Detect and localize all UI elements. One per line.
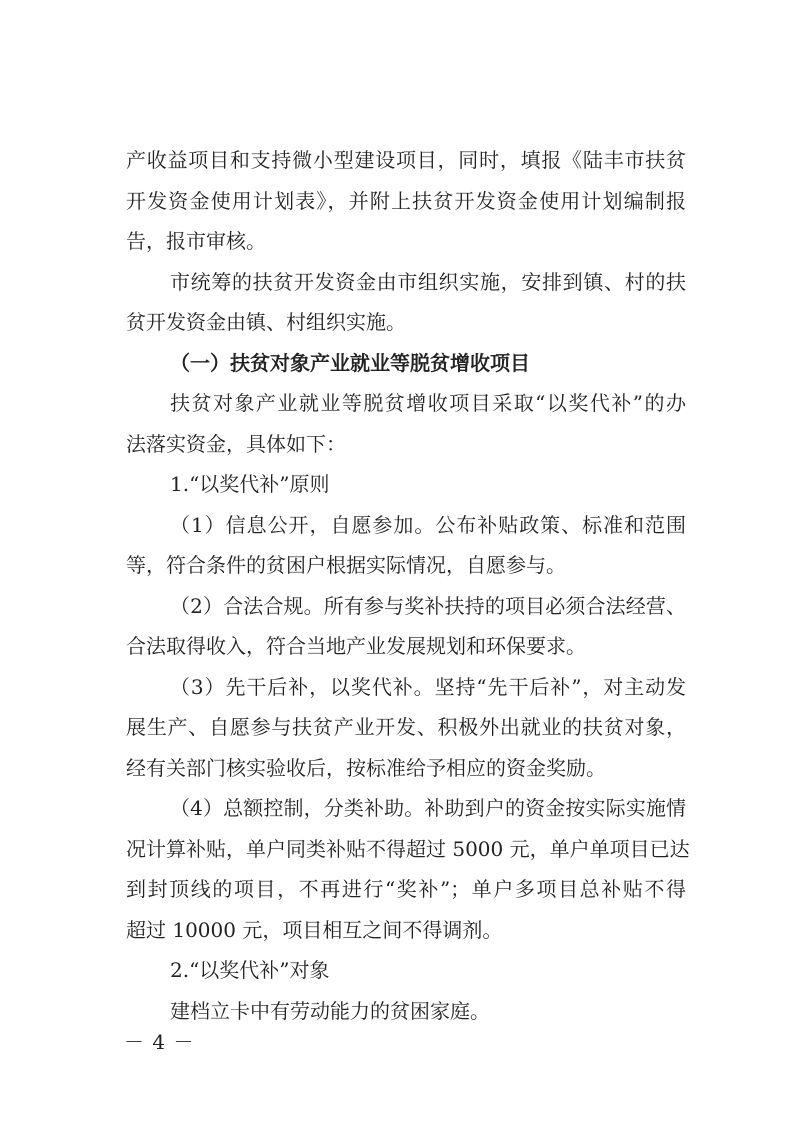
paragraph-line: 等，符合条件的贫困户根据实际情况，自愿参与。 xyxy=(126,553,566,577)
page-number: － 4 － xyxy=(124,1030,195,1054)
paragraph-line: （2）合法合规。所有参与奖补扶持的项目必须合法经营、 xyxy=(170,593,686,618)
paragraph-line: 经有关部门核实验收后，按标准给予相应的资金奖励。 xyxy=(126,755,606,780)
paragraph-line: （1）信息公开，自愿参加。公布补贴政策、标准和范围 xyxy=(170,512,686,537)
paragraph-line: 到封顶线的项目，不再进行“奖补”；单户多项目总补贴不得 xyxy=(126,877,686,901)
paragraph-line: 超过 10000 元，项目相互之间不得调剂。 xyxy=(126,917,503,942)
paragraph-line: （4）总额控制，分类补助。补助到户的资金按实际实施情 xyxy=(170,796,686,820)
paragraph-line: 市统筹的扶贫开发资金由市组织实施，安排到镇、村的扶 xyxy=(170,269,686,294)
paragraph-line: 开发资金使用计划表》，并附上扶贫开发资金使用计划编制报 xyxy=(126,188,686,213)
paragraph-line: 况计算补贴，单户同类补贴不得超过 5000 元，单户单项目已达 xyxy=(126,836,690,861)
paragraph-line: 合法取得收入，符合当地产业发展规划和环保要求。 xyxy=(126,634,586,658)
document-body xyxy=(126,140,690,1031)
paragraph-line: 告，报市审核。 xyxy=(126,229,266,253)
subsection-heading: 1.“以奖代补”原则 xyxy=(170,472,330,496)
paragraph-line: 产收益项目和支持微小型建设项目，同时，填报《陆丰市扶贫 xyxy=(126,148,686,172)
section-heading: （一）扶贫对象产业就业等脱贫增收项目 xyxy=(170,350,530,375)
paragraph-line: 扶贫对象产业就业等脱贫增收项目采取“以奖代补”的办 xyxy=(170,391,686,415)
paragraph-line: 建档立卡中有劳动能力的贫困家庭。 xyxy=(170,998,490,1023)
paragraph-line: （3）先干后补，以奖代补。坚持“先干后补”，对主动发 xyxy=(170,674,686,699)
paragraph-line: 贫开发资金由镇、村组织实施。 xyxy=(126,310,406,334)
subsection-heading: 2.“以奖代补”对象 xyxy=(170,958,330,982)
paragraph-line: 展生产、自愿参与扶贫产业开发、积极外出就业的扶贫对象， xyxy=(126,715,686,739)
paragraph-line: 法落实资金，具体如下： xyxy=(126,431,346,456)
